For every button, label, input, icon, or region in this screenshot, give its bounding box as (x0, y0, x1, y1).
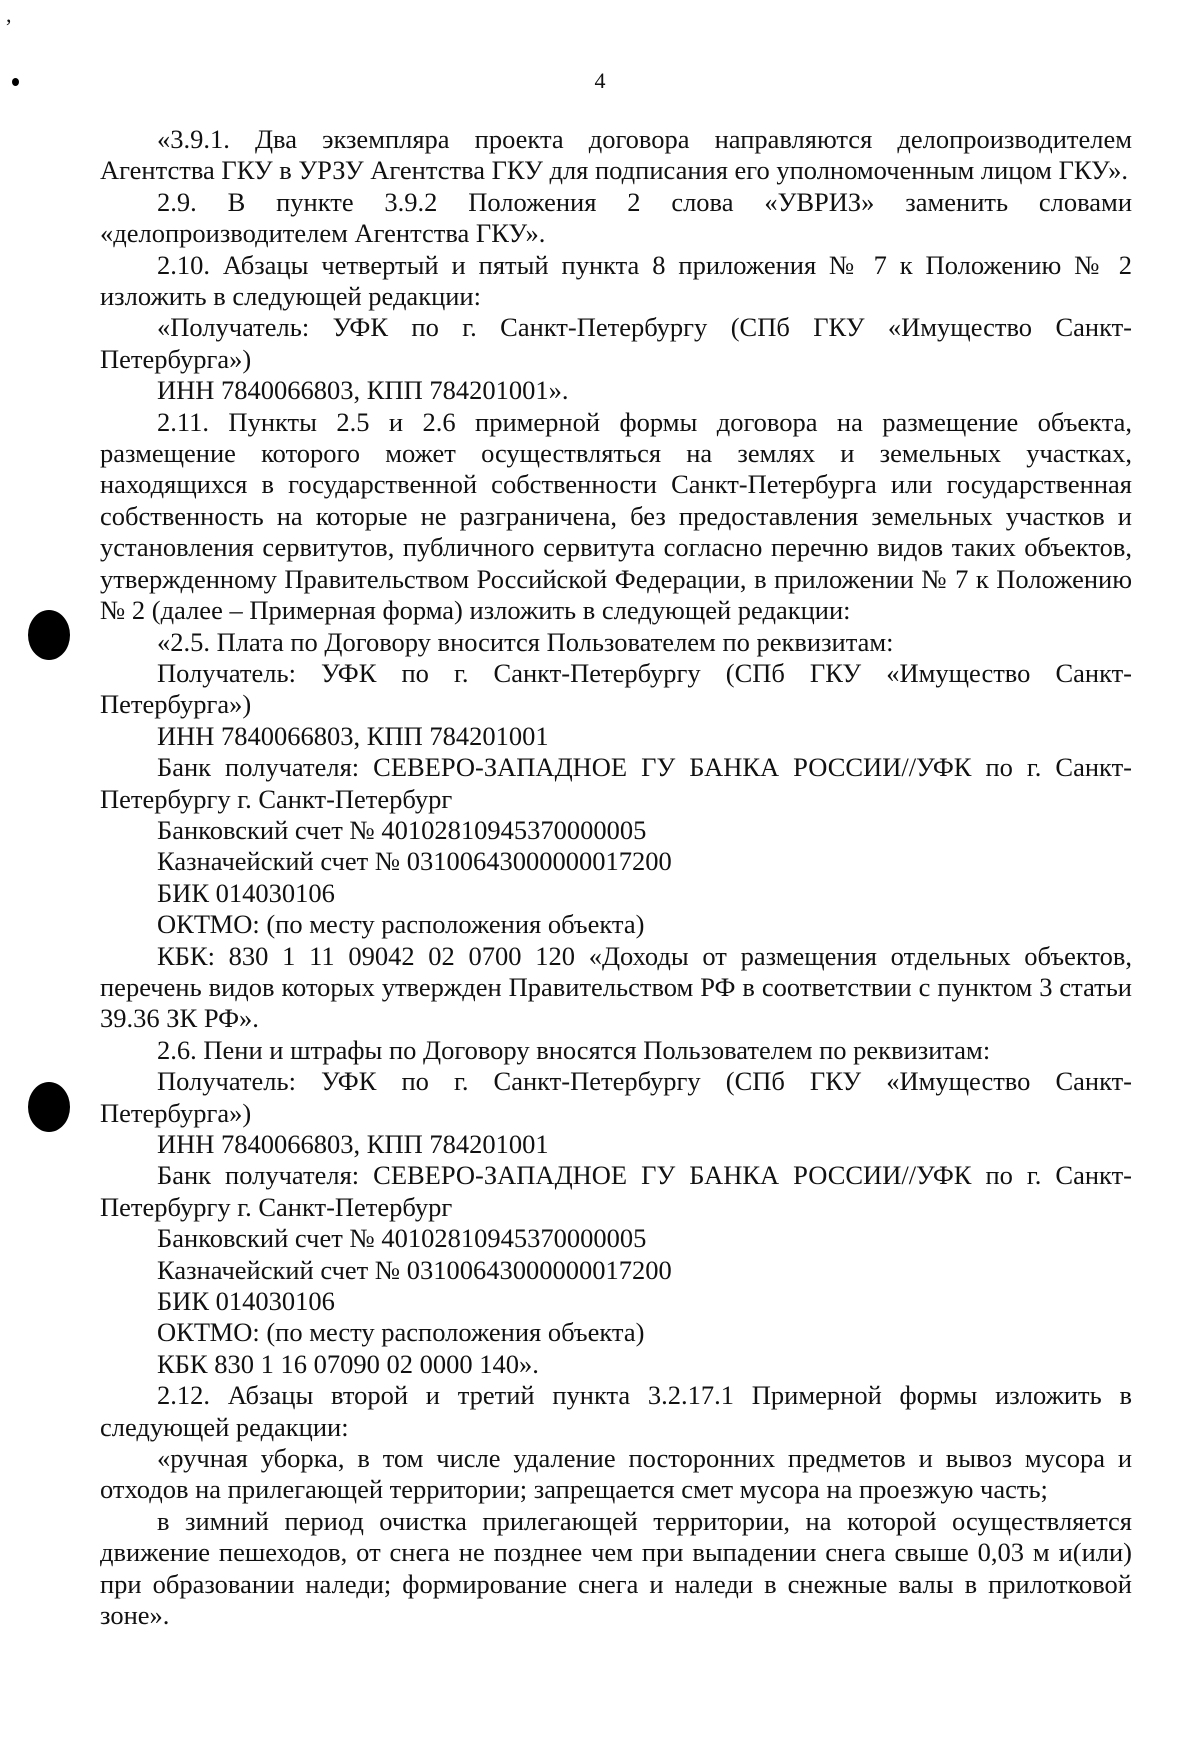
paragraph-winter: в зимний период очистка прилегающей территории, на которой осуществляется движение пешеходов, от снега не позднее чем при выпадении снега свыше 0,03 м и(или) при образовании наледи; формирование снега и наледи в снежные валы в прилотковой зоне». (100, 1505, 1132, 1631)
bank-account-line: Банковский счет № 40102810945370000005 (157, 1223, 647, 1254)
recipient-line: Получатель: УФК по г. Санкт-Петербургу (СПб ГКУ «Имущество Санкт-Петербурга») (100, 657, 1132, 720)
paragraph-2-5: «2.5. Плата по Договору вносится Пользователем по реквизитам: (157, 626, 894, 657)
bank-line: Банк получателя: СЕВЕРО-ЗАПАДНОЕ ГУ БАНКА РОССИИ//УФК по г. Санкт-Петербургу г. Санкт-Петербург (100, 752, 1132, 814)
paragraph-2-12: 2.12. Абзацы второй и третий пункта 3.2.17.1 Примерной формы изложить в следующей редакции: (100, 1380, 1132, 1442)
paragraph-2-11: 2.11. Пункты 2.5 и 2.6 примерной формы договора на размещение объекта, размещение которого может осуществляться на землях и земельных участках, находящихся в государственной собственности Санкт-Петербурга или государственная собственность на которые не разграничена, без предоставления земельных участков и установления сервитутов, публичного сервитута согласно перечню видов таких объектов, утвержденному Правительством Российской Федерации, в приложении № 7 к Положению № 2 (далее – Примерная форма) изложить в следующей редакции: (100, 406, 1132, 626)
bik-line: БИК 014030106 (157, 877, 335, 908)
inn-kpp-line: ИНН 7840066803, КПП 784201001 (157, 1129, 549, 1159)
recipient-line: «Получатель: УФК по г. Санкт-Петербургу (СПб ГКУ «Имущество Санкт-Петербурга») (100, 312, 1132, 374)
oktmo-line: ОКТМО: (по месту расположения объекта) (157, 909, 645, 940)
paragraph-3-9-1: «3.9.1. Два экземпляра проекта договора направляются делопроизводителем Агентства ГКУ в УРЗУ Агентства ГКУ для подписания его уполномоченным лицом ГКУ». (100, 124, 1132, 186)
inn-kpp-line: ИНН 7840066803, КПП 784201001 (157, 720, 549, 751)
punch-hole-mark-1 (28, 610, 70, 660)
treasury-account-line: Казначейский счет № 03100643000000017200 (157, 846, 672, 877)
oktmo-line: ОКТМО: (по месту расположения объекта) (157, 1317, 645, 1348)
paragraph-2-6: 2.6. Пени и штрафы по Договору вносятся Пользователем по реквизитам: (157, 1034, 991, 1065)
kbk-line: КБК 830 1 16 07090 02 0000 140». (157, 1348, 539, 1379)
kbk-line: КБК: 830 1 11 09042 02 0700 120 «Доходы от размещения отдельных объектов, перечень видов которых утвержден Правительством РФ в соответствии с пунктом 3 статьи 39.36 ЗК РФ». (100, 940, 1132, 1034)
bank-account-line: Банковский счет № 40102810945370000005 (157, 814, 647, 845)
recipient-line: Получатель: УФК по г. Санкт-Петербургу (СПб ГКУ «Имущество Санкт-Петербурга») (100, 1066, 1132, 1128)
paragraph-2-10: 2.10. Абзацы четвертый и пятый пункта 8 приложения № 7 к Положению № 2 изложить в следующей редакции: (100, 249, 1132, 312)
document-body (100, 124, 1132, 1632)
treasury-account-line: Казначейский счет № 03100643000000017200 (157, 1254, 672, 1285)
inn-kpp-line: ИНН 7840066803, КПП 784201001». (157, 375, 569, 406)
punch-hole-mark-2 (28, 1082, 70, 1132)
bank-line: Банк получателя: СЕВЕРО-ЗАПАДНОЕ ГУ БАНКА РОССИИ//УФК по г. Санкт-Петербургу г. Санкт-Петербург (100, 1160, 1132, 1222)
scan-mark: , (6, 2, 12, 27)
paragraph-2-9: 2.9. В пункте 3.9.2 Положения 2 слова «УВРИЗ» заменить словами «делопроизводителем Агентства ГКУ». (100, 186, 1132, 249)
bik-line: БИК 014030106 (157, 1286, 335, 1317)
paragraph-cleaning: «ручная уборка, в том числе удаление посторонних предметов и вывоз мусора и отходов на прилегающей территории; запрещается смет мусора на проезжую часть; (100, 1443, 1132, 1505)
page-number: 4 (594, 68, 606, 93)
